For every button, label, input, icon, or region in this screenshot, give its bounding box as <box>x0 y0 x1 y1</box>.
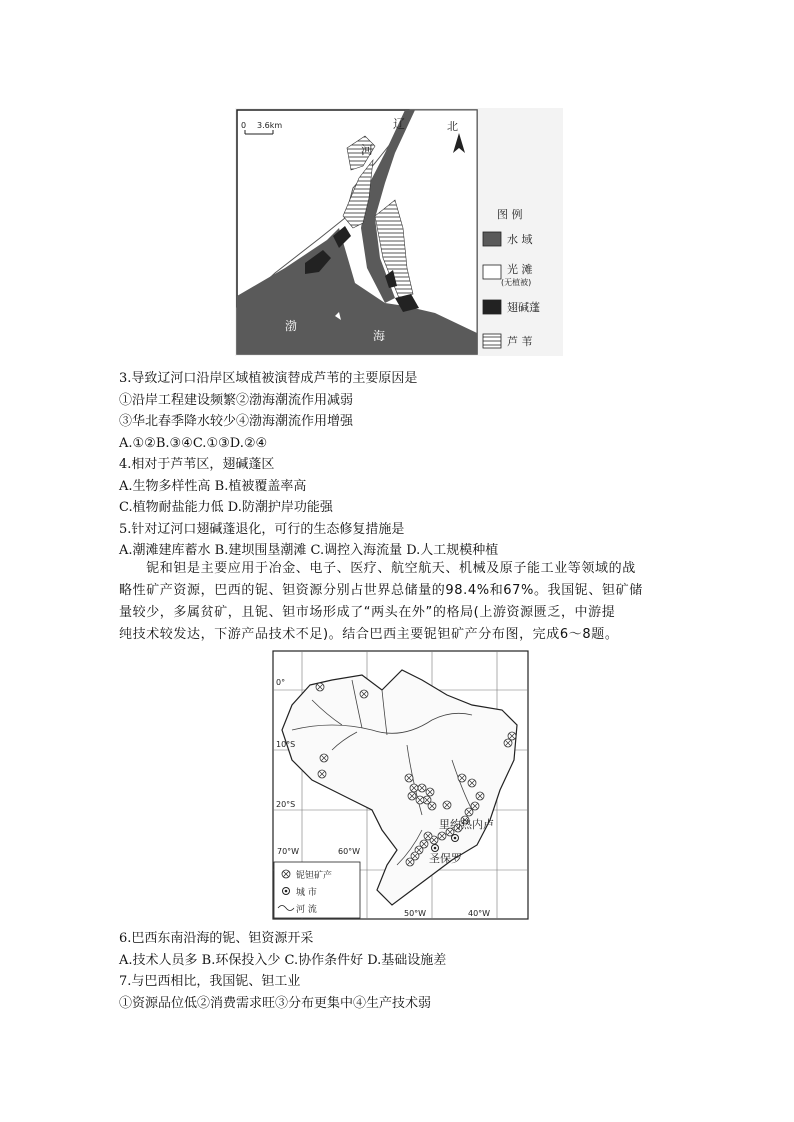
legend-label-city: 城 市 <box>296 888 317 898</box>
deposit-marker-icon <box>360 690 368 698</box>
question-5-stem: 5.针对辽河口翅碱蓬退化，可行的生态修复措施是 <box>119 522 405 537</box>
legend-label-bare: 光 滩 <box>507 263 533 276</box>
legend-swatch-water <box>483 232 501 246</box>
legend-swatch-suaeda <box>483 300 501 314</box>
scale-distance-label: 3.6km <box>257 121 283 130</box>
deposit-marker-icon <box>405 774 413 782</box>
deposit-marker-icon <box>476 792 484 800</box>
intro-line-1: 铌和钽是主要应用于冶金、电子、医疗、航空航天、机械及原子能工业等领域的战 <box>119 561 636 576</box>
deposit-marker-icon <box>320 754 328 762</box>
river-char-1: 辽 <box>393 117 406 131</box>
deposit-marker-icon <box>504 739 512 747</box>
question-3-stem: 3.导致辽河口沿岸区域植被演替成芦苇的主要原因是 <box>119 371 418 386</box>
scale-zero-label: 0 <box>241 121 247 130</box>
river-char-2: 河 <box>361 143 374 157</box>
question-7-options: ①资源品位低②消费需求旺③分布更集中④生产技术弱 <box>119 996 432 1011</box>
question-3-options-b: ③华北春季降水较少④渤海潮流作用增强 <box>119 414 354 429</box>
legend-city-icon <box>283 888 290 895</box>
question-3-choices: A.①②B.③④C.①③D.②④ <box>119 436 268 451</box>
deposit-marker-icon <box>418 784 426 792</box>
deposit-marker-icon <box>458 774 466 782</box>
legend-label-water: 水 域 <box>507 233 533 246</box>
lon-label-70w: 70°W <box>277 847 300 856</box>
map2-legend <box>274 862 360 918</box>
legend-title: 图 例 <box>497 208 523 221</box>
deposit-marker-icon <box>416 796 424 804</box>
intro-line-3: 量较少，多属贫矿，且铌、钽市场形成了“两头在外”的格局(上游资源匮乏，中游提 <box>119 605 616 620</box>
legend-sublabel-bare: (无植被) <box>501 278 532 287</box>
deposit-marker-icon <box>424 832 432 840</box>
deposit-marker-icon <box>443 801 451 809</box>
legend-label-reed: 芦 苇 <box>507 335 533 348</box>
question-6-stem: 6.巴西东南沿海的铌、钽资源开采 <box>119 931 314 946</box>
deposit-marker-icon <box>318 770 326 778</box>
deposit-marker-icon <box>465 808 473 816</box>
north-label: 北 <box>447 120 458 133</box>
question-4-stem: 4.相对于芦苇区，翅碱蓬区 <box>119 457 275 472</box>
legend-swatch-reed <box>483 334 501 348</box>
deposit-marker-icon <box>316 683 324 691</box>
legend-swatch-bare <box>483 265 501 279</box>
city-label-rio: 里约热内卢 <box>439 818 494 831</box>
question-3-options-a: ①沿岸工程建设频繁②渤海潮流作用减弱 <box>119 393 354 408</box>
lon-label-60w: 60°W <box>338 847 361 856</box>
intro-line-4: 纯技术较发达，下游产品技术不足)。结合巴西主要铌钽矿产分布图，完成6～8题。 <box>119 627 619 642</box>
city-rio-icon <box>452 835 459 842</box>
legend-label-suaeda: 翅碱蓬 <box>507 301 540 314</box>
intro-paragraph <box>119 558 679 646</box>
question-7-stem: 7.与巴西相比，我国铌、钽工业 <box>119 974 301 989</box>
question-6-choices: A.技术人员多 B.环保投入少 C.协作条件好 D.基础设施差 <box>119 953 447 968</box>
lon-label-40w: 40°W <box>468 909 491 918</box>
city-saopaulo-icon <box>432 845 439 852</box>
question-4-choices-b: C.植物耐盐能力低 D.防潮护岸功能强 <box>119 500 333 515</box>
question-5-choices: A.潮滩建库蓄水 B.建坝围垦潮滩 C.调控入海流量 D.人工规模种植 <box>119 543 499 558</box>
sea-char-2: 海 <box>373 329 386 343</box>
sea-char-1: 渤 <box>285 319 298 333</box>
brazil-niobium-tantalum-map <box>272 650 529 920</box>
deposit-marker-icon <box>438 832 446 840</box>
intro-line-2: 略性矿产资源，巴西的铌、钽资源分别占世界总储量的98.4%和67%。我国铌、钽矿储 <box>119 583 643 598</box>
deposit-marker-icon <box>408 792 416 800</box>
lat-label-0: 0° <box>276 678 286 687</box>
deposit-marker-icon <box>428 802 436 810</box>
lon-label-50w: 50°W <box>404 909 427 918</box>
legend-label-river: 河 流 <box>296 905 317 915</box>
deposit-marker-icon <box>426 788 434 796</box>
deposit-marker-icon <box>471 802 479 810</box>
question-4-choices-a: A.生物多样性高 B.植被覆盖率高 <box>119 479 307 494</box>
lat-label-10s: 10°S <box>276 740 296 749</box>
deposit-marker-icon <box>406 858 414 866</box>
deposit-marker-icon <box>468 779 476 787</box>
legend-label-deposit: 铌钽矿产 <box>296 871 333 881</box>
lat-label-20s: 20°S <box>276 800 296 809</box>
city-label-saopaulo: 圣保罗 <box>429 852 462 865</box>
deposit-marker-icon <box>410 784 418 792</box>
legend-deposit-icon <box>282 870 290 878</box>
liaohe-estuary-map <box>235 108 563 356</box>
